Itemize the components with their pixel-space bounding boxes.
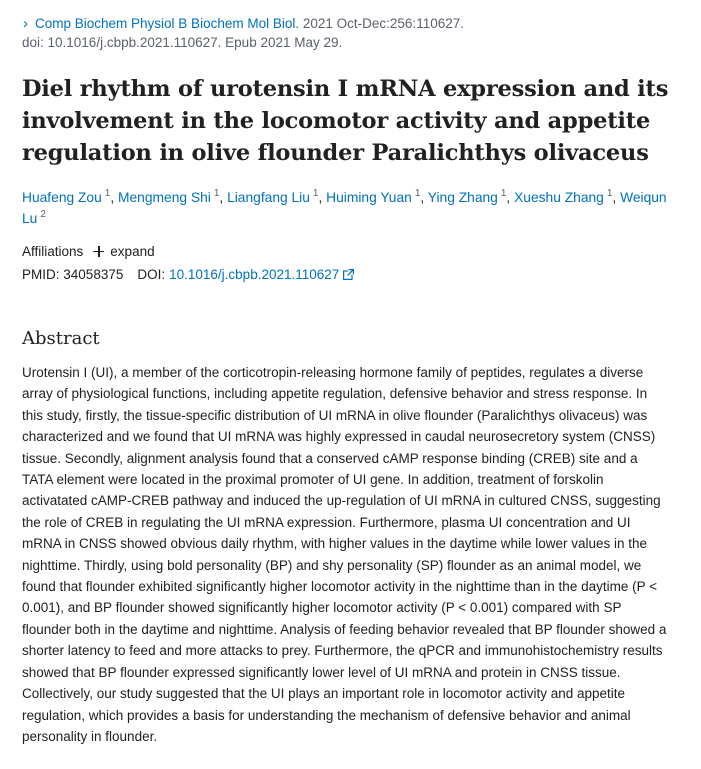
- affiliations-label: Affiliations: [22, 244, 84, 259]
- authors-list: Huafeng Zou $^1$, Mengmeng Shi $^1$, Liangfang Liu $^1$, Huiming Yuan $^1$, Ying Zhang $^1$, Xueshu Zhang $^1$, Weiqun Lu $^2$: [22, 188, 667, 226]
- doi-link-text: 10.1016/j.cbpb.2021.110627: [169, 267, 340, 282]
- doi-label: DOI:: [137, 267, 166, 282]
- citation-journal-line: [22, 14, 682, 33]
- external-link-icon: [343, 269, 354, 280]
- citation-doi-epub: doi: 10.1016/j.cbpb.2021.110627. Epub 2021 May 29.: [22, 35, 343, 50]
- author-affiliation-number[interactable]: 1: [500, 188, 507, 200]
- article-title: Diel rhythm of urotensin I mRNA expression and its involvement in the locomotor activity and appetite regulation in olive flounder Paralichthys olivaceus: [22, 76, 669, 166]
- affiliations-row: [22, 242, 682, 261]
- pmid-label: PMID:: [22, 267, 60, 282]
- author-affiliation-number[interactable]: 1: [104, 188, 111, 200]
- affiliations-expand-button[interactable]: [93, 242, 154, 261]
- author-link[interactable]: Huafeng Zou: [22, 190, 102, 205]
- abstract-text: Urotensin I (UI), a member of the corticotropin-releasing hormone family of peptides, regulates a diverse array of physiological functions, including appetite regulation, defensive behavior and stress response. In this study, firstly, the tissue-specific distribution of UI mRNA in olive flounder (Paralichthys olivaceus) was characterized and we found that UI mRNA was highly expressed in caudal neurosecretory system (CNSS) tissue. Secondly, alignment analysis found that a conserved cAMP response binding (CREB) site and a TATA element were located in the proximal promoter of UI gene. In addition, treatment of forskolin activatated cAMP-CREB pathway and induced the up-regulation of UI mRNA in cultured CNSS, suggesting the role of CREB in regulating the UI mRNA expression. Furthermore, plasma UI concentration and UI mRNA in CNSS showed obvious daily rhythm, with higher values in the daytime while lower values in the nighttime. Thirdly, using bold personality (BP) and shy personality (SP) flounder as an animal model, we found that flounder exhibited significantly higher locomotor activity in the nighttime than in the daytime (P < 0.001), and BP flounder showed significantly higher locomotor activity (P < 0.001) compared with SP flounder both in the daytime and nighttime. Analysis of feeding behavior revealed that BP flounder showed a shorter latency to feed and more attacks to prey. Furthermore, the qPCR and immunohistochemistry results showed that BP flounder expressed significantly lower level of UI mRNA and protein in CNSS tissue. Collectively, our study suggested that the UI plays an important role in locomotor activity and appetite regulation, which provides a basis for understanding the mechanism of defensive behavior and animal personality in flounder.: [22, 365, 667, 744]
- pmid-value: 34058375: [63, 267, 124, 282]
- article-page: [22, 14, 682, 747]
- author-link[interactable]: Ying Zhang: [427, 190, 498, 205]
- author-link[interactable]: Xueshu Zhang: [514, 190, 604, 205]
- author-affiliation-number[interactable]: 2: [40, 209, 46, 221]
- expand-label: expand: [110, 244, 155, 259]
- citation: [22, 14, 682, 52]
- author-affiliation-number[interactable]: 1: [213, 188, 220, 200]
- identifiers-row: [22, 265, 682, 284]
- author-affiliation-number[interactable]: 1: [414, 188, 421, 200]
- author-link[interactable]: Mengmeng Shi: [118, 190, 211, 205]
- doi-link[interactable]: [169, 265, 354, 284]
- citation-date-pages: 2021 Oct-Dec:256:110627.: [302, 16, 464, 31]
- author-affiliation-number[interactable]: 1: [606, 188, 613, 200]
- plus-icon: [93, 246, 104, 257]
- author-affiliation-number[interactable]: 1: [312, 188, 319, 200]
- author-link[interactable]: Weiqun Lu: [22, 190, 667, 226]
- abstract-heading: Abstract: [22, 328, 100, 349]
- chevron-right-icon: ›: [23, 15, 28, 32]
- author-link[interactable]: Liangfang Liu: [227, 190, 310, 205]
- author-link[interactable]: Huiming Yuan: [326, 190, 412, 205]
- journal-link[interactable]: Comp Biochem Physiol B Biochem Mol Biol.: [35, 16, 300, 31]
